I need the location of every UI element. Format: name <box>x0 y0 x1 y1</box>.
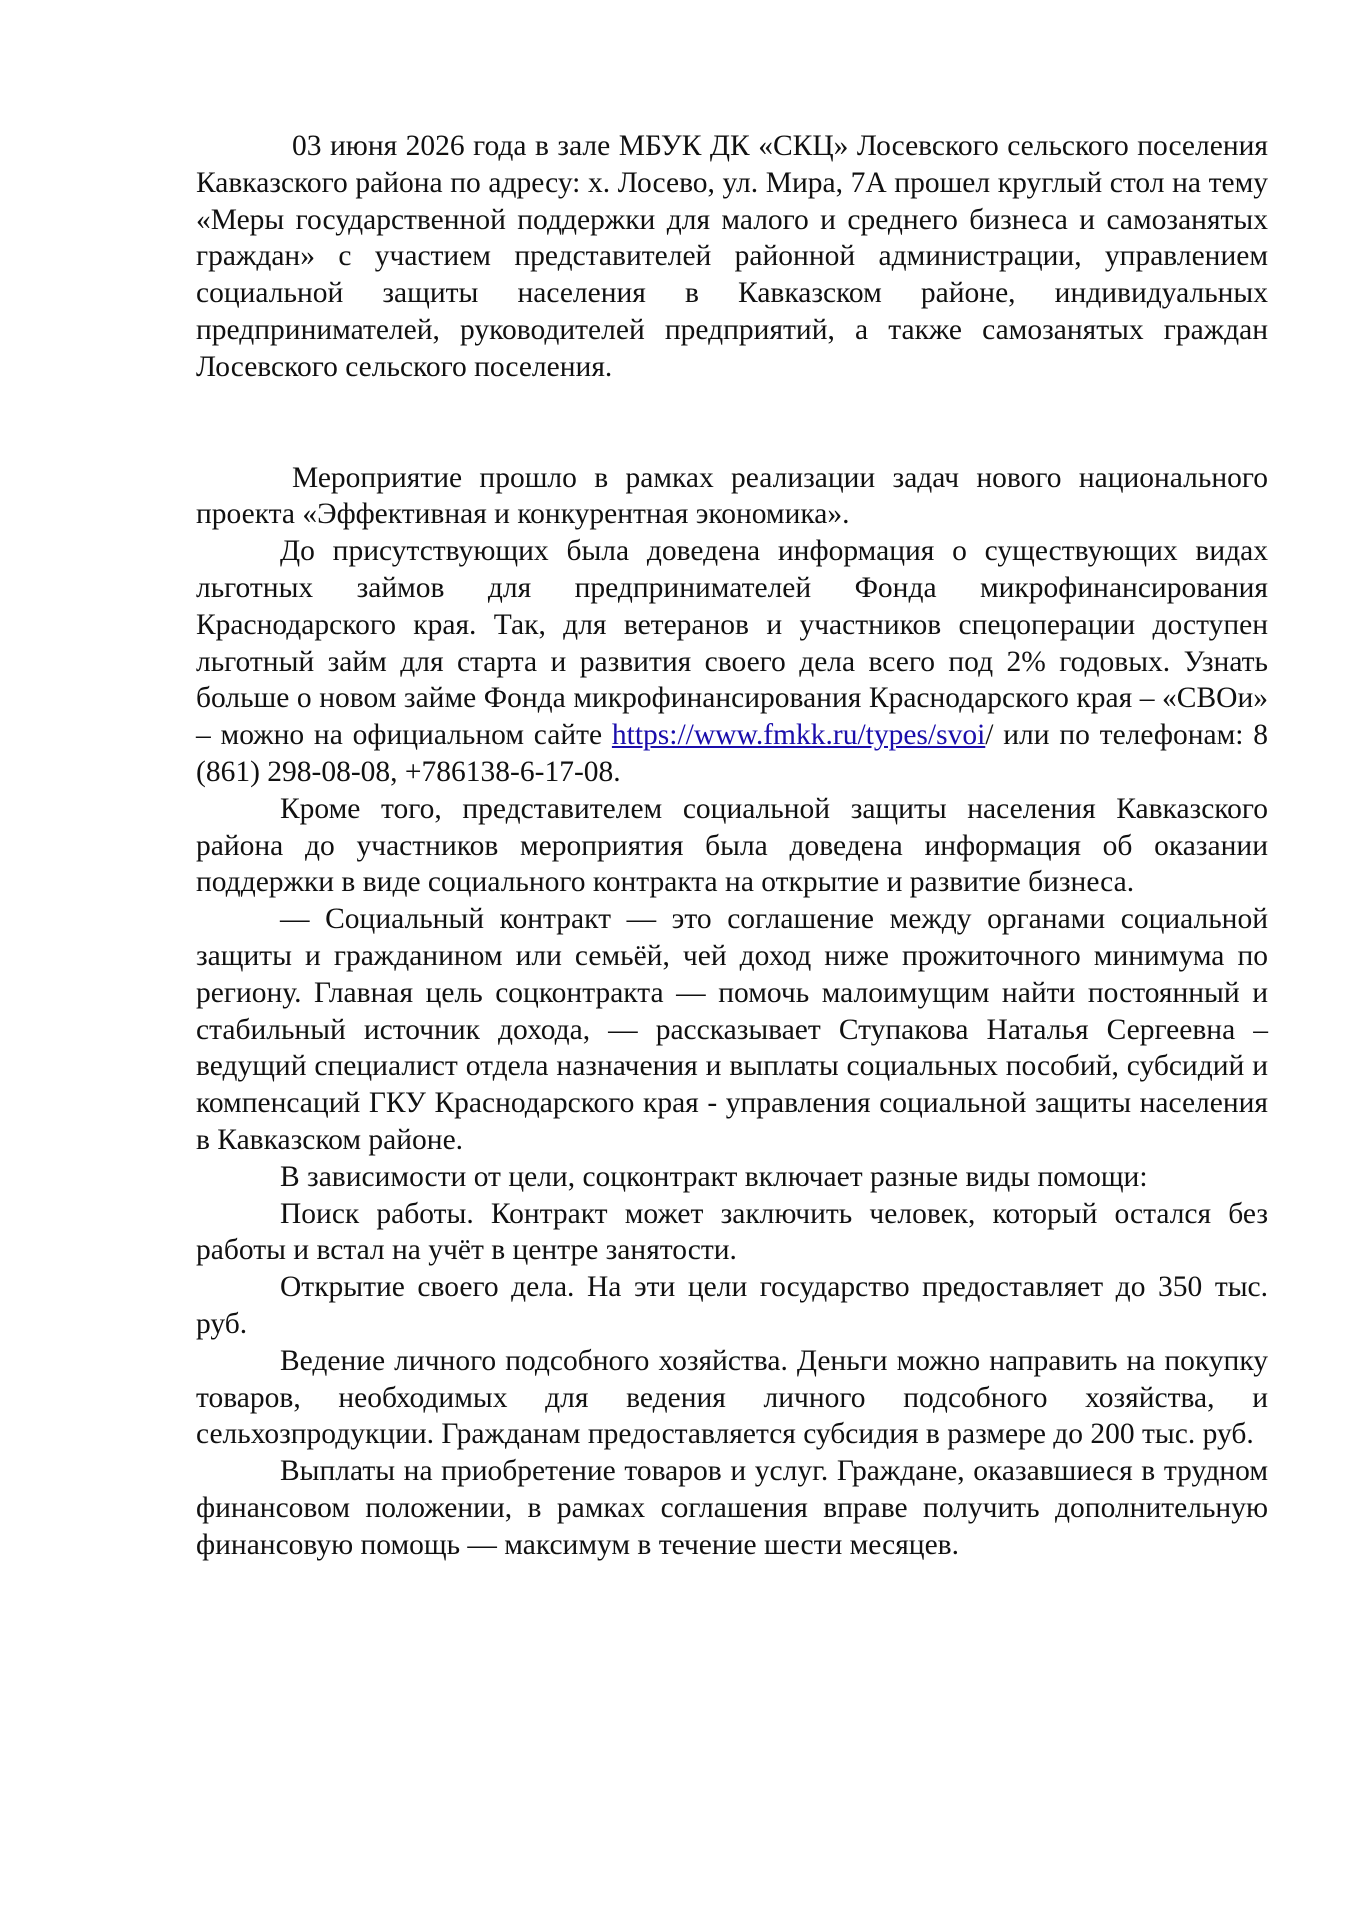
fmkk-link[interactable]: https://www.fmkk.ru/types/svoi <box>611 719 986 752</box>
paragraph-household: Ведение личного подсобного хозяйства. Деньги можно направить на покупку товаров, необходимых для ведения личного подсобного хозяйства, и сельхозпродукции. Гражданам предоставляется субсидия в размере до 200 тыс. руб. <box>196 1344 1268 1451</box>
paragraph-help-types: В зависимости от цели, соцконтракт включает разные виды помощи: <box>280 1160 1148 1193</box>
paragraph-loans-phones: / или по телефонам: 8 (861) 298-08-08, +786138-6-17-08. <box>196 719 1268 788</box>
paragraph-quote: — Социальный контракт — это соглашение между органами социальной защиты и гражданином или семьёй, чей доход ниже прожиточного минимума по региону. Главная цель соцконтракта — помочь малоимущим найти постоянный и стабильный источник дохода, — рассказывает Ступакова Наталья Сергеевна – ведущий специалист отдела назначения и выплаты социальных пособий, субсидий и компенсаций ГКУ Краснодарского края - управления социальной защиты населения в Кавказском районе. <box>196 903 1268 1156</box>
paragraph-own-business: Открытие своего дела. На эти цели государство предоставляет до 350 тыс. руб. <box>196 1271 1268 1340</box>
paragraph-event: Мероприятие прошло в рамках реализации задач нового национального проекта «Эффективная и конкурентная экономика». <box>196 461 1268 531</box>
paragraph-loans-text: До присутствующих была доведена информация о существующих видах льготных займов для предпринимателей Фонда микрофинансирования Краснодарского края. Так, для ветеранов и участников спецоперации доступен льготный займ для старта и развития своего дела всего под 2% годовых. Узнать больше о новом займе Фонда микрофинансирования Краснодарского края – «СВОи» – можно на официальном сайте <box>196 535 1268 752</box>
document-page <box>196 128 1268 1563</box>
paragraph-payments: Выплаты на приобретение товаров и услуг. Граждане, оказавшиеся в трудном финансовом положении, в рамках соглашения вправе получить дополнительную финансовую помощь — максимум в течение шести месяцев. <box>196 1455 1268 1561</box>
paragraph-job-search: Поиск работы. Контракт может заключить человек, который остался без работы и встал на учёт в центре занятости. <box>196 1197 1268 1267</box>
paragraph-intro: 03 июня 2026 года в зале МБУК ДК «СКЦ» Лосевского сельского поселения Кавказского района по адресу: х. Лосево, ул. Мира, 7А прошел круглый стол на тему «Меры государственной поддержки для малого и среднего бизнеса и самозанятых граждан» с участием представителей районной администрации, управлением социальной защиты населения в Кавказском районе, индивидуальных предпринимателей, руководителей предприятий, а также самозанятых граждан Лосевского сельского поселения. <box>196 130 1268 383</box>
paragraph-social-support: Кроме того, представителем социальной защиты населения Кавказского района до участников мероприятия была доведена информация об оказании поддержки в виде социального контракта на открытие и развитие бизнеса. <box>196 792 1268 899</box>
paragraph-loans <box>196 533 1268 791</box>
